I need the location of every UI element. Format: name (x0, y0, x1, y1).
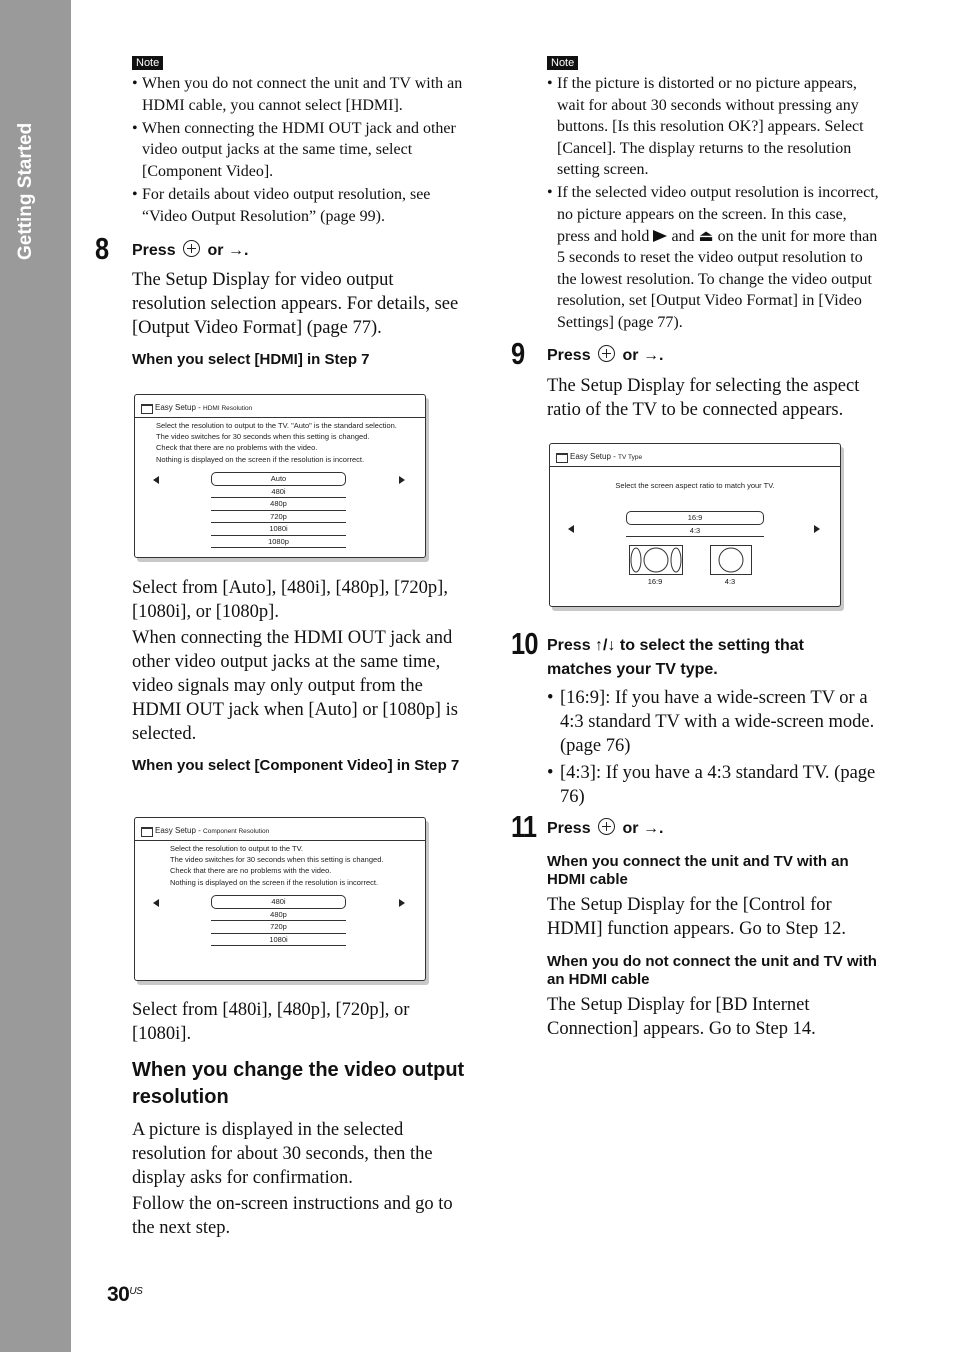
paragraph: The Setup Display for the [Control for HDMI] function appears. Go to Step 12. (547, 895, 847, 939)
section-subheading: When you select [Component Video] in Step 7 (132, 757, 460, 774)
aspect-options (626, 511, 764, 537)
play-icon (653, 230, 667, 242)
option-16-9[interactable]: 16:9 (626, 511, 764, 525)
note-item: • For details about video output resolution, see “Video Output Resolution” (page 99). (132, 184, 470, 227)
screen-title: Easy Setup - Component Resolution (135, 818, 425, 841)
enter-button-icon (598, 345, 615, 362)
press-label: Press (132, 242, 176, 259)
section-subheading: When you select [HDMI] in Step 7 (132, 351, 370, 368)
step-instruction (547, 344, 663, 368)
step-description: The Setup Display for selecting the aspect ratio of the TV to be connected appears. (547, 376, 860, 420)
note-list (547, 73, 883, 335)
paragraph: Follow the on-screen instructions and go to the next step. (132, 1194, 453, 1238)
note-list (132, 73, 470, 229)
hdmi-resolution-screen (134, 394, 426, 558)
left-arrow-icon[interactable] (153, 899, 159, 907)
note-item: • If the selected video output resolution is incorrect, no picture appears on the screen. In this case, press and hold and ⏏ on the unit for more than 5 seconds to reset the video output resolution to the lowest resolution. To change the video output resolution, set [Output Video Format] in [Video Settings] (page 77). (547, 182, 883, 333)
step-instruction: matches your TV type. (547, 661, 718, 678)
image-caption: 4:3 (724, 577, 736, 586)
note-badge: Note (547, 56, 578, 70)
note-item: • When you do not connect the unit and TV with an HDMI cable, you cannot select [HDMI]. (132, 73, 470, 116)
page-number: $30^{US}$ (107, 1283, 143, 1306)
standard-tv-icon (710, 545, 752, 575)
option-720p[interactable]: 720p (211, 921, 346, 934)
step-instruction: Press ↑/↓ to select the setting that (547, 637, 804, 654)
step-bullets (547, 686, 883, 811)
option-1080i[interactable]: 1080i (211, 523, 346, 536)
setup-icon (141, 404, 153, 414)
bullet-item: • [4:3]: If you have a 4:3 standard TV. (page 76) (547, 761, 883, 809)
paragraph: When connecting the HDMI OUT jack and other video output jacks at the same time, video signals may only output from the HDMI OUT jack when [Auto] or [1080p] is selected. (132, 628, 458, 744)
option-480i[interactable]: 480i (211, 486, 346, 499)
option-auto[interactable]: Auto (211, 472, 346, 486)
option-4-3[interactable]: 4:3 (626, 525, 764, 538)
section-subheading: When you do not connect the unit and TV with an HDMI cable (547, 953, 877, 988)
right-arrow-icon[interactable] (814, 525, 820, 533)
option-480p[interactable]: 480p (211, 909, 346, 922)
step-number: 10 (511, 626, 538, 661)
sidebar-tab (0, 0, 71, 1352)
step-number: 9 (511, 336, 525, 371)
option-720p[interactable]: 720p (211, 511, 346, 524)
paragraph: A picture is displayed in the selected resolution for about 30 seconds, then the display asks for confirmation. (132, 1120, 433, 1188)
screen-title: Easy Setup - HDMI Resolution (135, 395, 425, 418)
note-badge: Note (132, 56, 163, 70)
enter-button-icon (598, 818, 615, 835)
screen-description: Select the resolution to output to the TV. "Auto" is the standard selection. The video switches for 30 seconds when this setting is changed. Check that there are no problems with the video. Nothing is displayed on the screen if the resolution is incorrect. (156, 421, 397, 464)
eject-icon: ⏏ (698, 227, 714, 245)
press-label: Press (547, 347, 591, 364)
right-arrow-icon[interactable] (399, 476, 405, 484)
press-label: Press (547, 820, 591, 837)
section-heading: When you change the video output resolution (132, 1059, 465, 1108)
widescreen-tv-icon (629, 545, 683, 575)
setup-icon (556, 453, 568, 463)
right-arrow-icon[interactable] (399, 899, 405, 907)
note-item: • When connecting the HDMI OUT jack and other video output jacks at the same time, select [Component Video]. (132, 118, 470, 183)
option-480i[interactable]: 480i (211, 895, 346, 909)
paragraph: The Setup Display for [BD Internet Connection] appears. Go to Step 14. (547, 995, 816, 1039)
resolution-options (211, 472, 346, 548)
screen-title: Easy Setup - TV Type (550, 444, 840, 467)
or-label: or →. (207, 242, 249, 259)
step-instruction (132, 239, 248, 263)
option-1080p[interactable]: 1080p (211, 536, 346, 549)
note-item: • If the picture is distorted or no picture appears, wait for about 30 seconds without pressing any buttons. [Is this resolution OK?] appears. Select [Cancel]. The display returns to the resolution setting screen. (547, 73, 883, 181)
left-arrow-icon[interactable] (153, 476, 159, 484)
image-caption: 16:9 (647, 577, 663, 586)
section-subheading: When you connect the unit and TV with an HDMI cable (547, 853, 849, 888)
or-label: or →. (622, 347, 664, 364)
step-instruction (547, 817, 663, 841)
screen-description: Select the resolution to output to the TV. The video switches for 30 seconds when this setting is changed. Check that there are no problems with the video. Nothing is displayed on the screen if the resolution is incorrect. (170, 844, 384, 887)
paragraph: Select from [480i], [480p], [720p], or [1080i]. (132, 1000, 410, 1044)
screen-description: Select the screen aspect ratio to match your TV. (615, 481, 775, 490)
tv-type-screen (549, 443, 841, 607)
paragraph: Select from [Auto], [480i], [480p], [720p], [1080i], or [1080p]. (132, 578, 448, 622)
or-label: or →. (622, 820, 664, 837)
step-number: 11 (511, 809, 537, 844)
option-1080i[interactable]: 1080i (211, 934, 346, 947)
enter-button-icon (183, 240, 200, 257)
left-arrow-icon[interactable] (568, 525, 574, 533)
resolution-options (211, 895, 346, 946)
section-label: Getting Started (15, 122, 36, 260)
step-description: The Setup Display for video output resolution selection appears. For details, see [Output Video Format] (page 77). (132, 270, 459, 338)
bullet-item: • [16:9]: If you have a wide-screen TV or a 4:3 standard TV with a wide-screen mode. (page 76) (547, 686, 883, 758)
setup-icon (141, 827, 153, 837)
option-480p[interactable]: 480p (211, 498, 346, 511)
step-number: 8 (95, 231, 109, 266)
component-resolution-screen (134, 817, 426, 981)
